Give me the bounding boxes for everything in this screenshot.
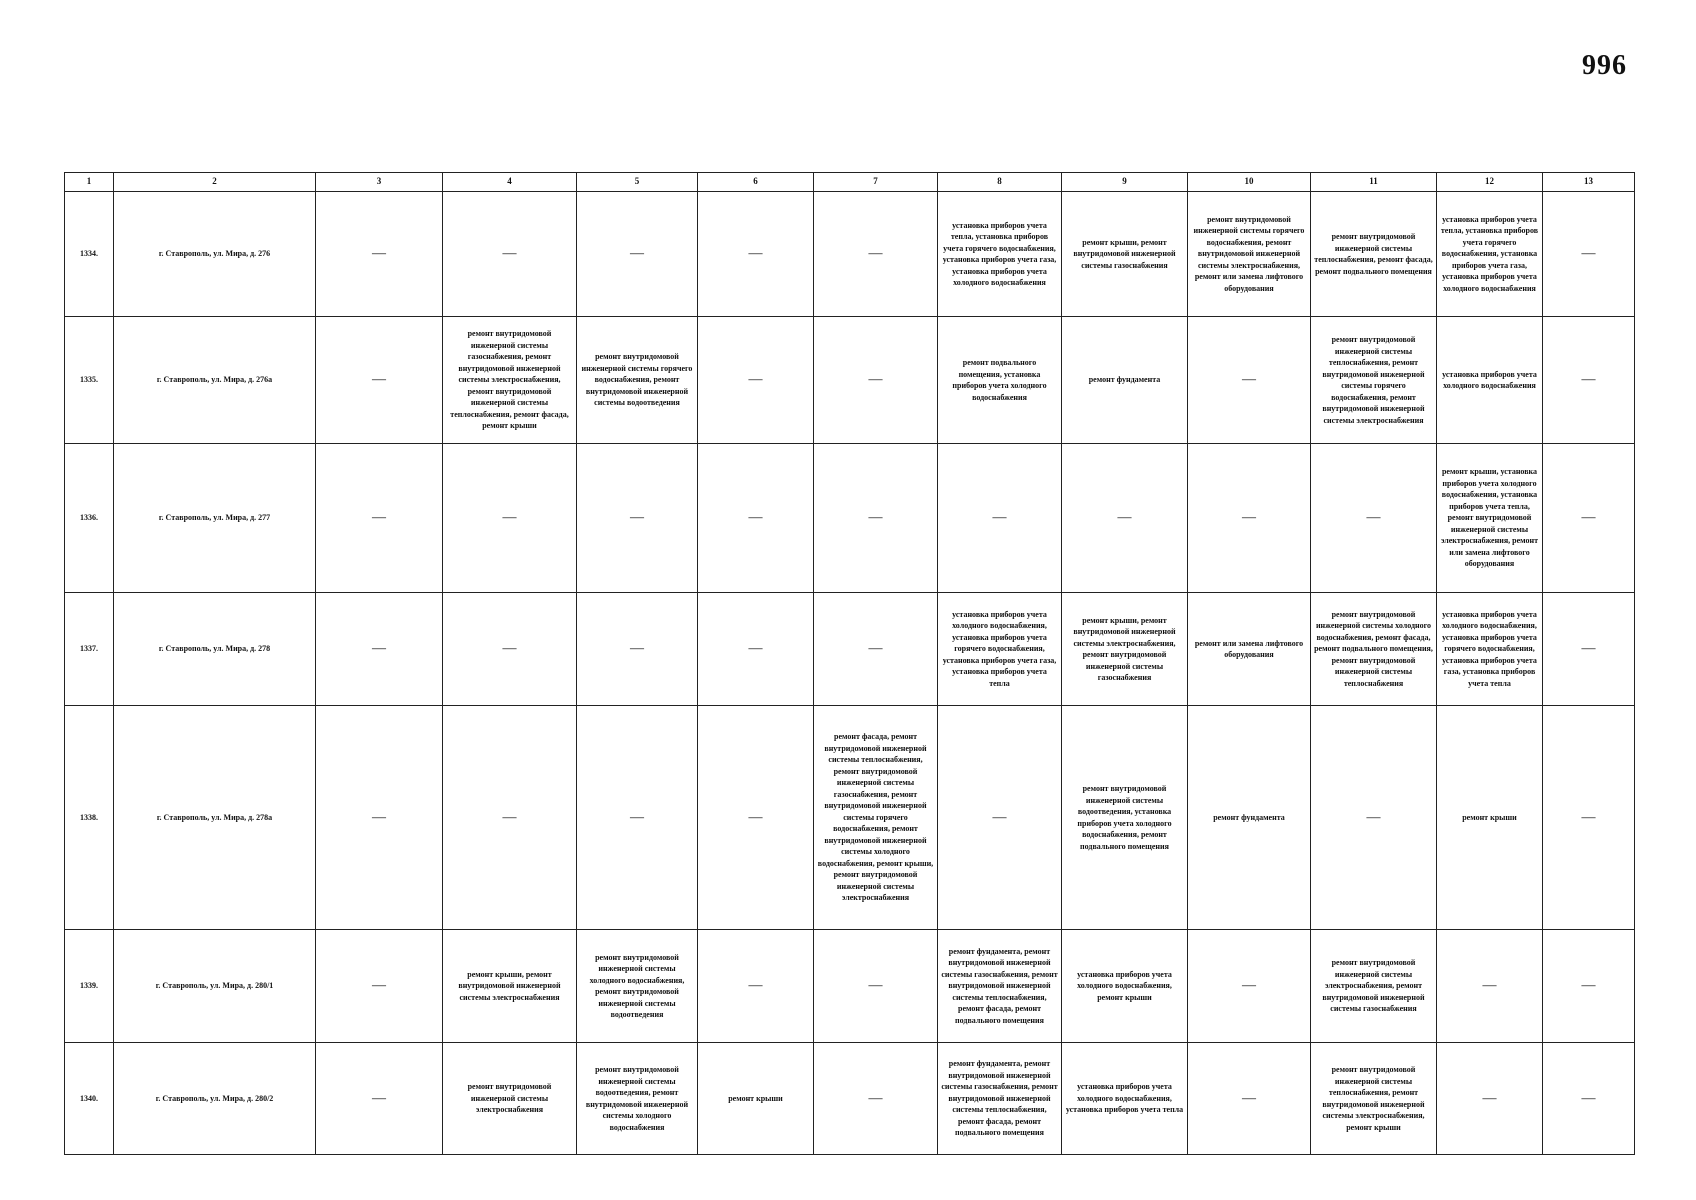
table-cell: — [577, 706, 698, 930]
address-cell: г. Ставрополь, ул. Мира, д. 277 [114, 444, 316, 593]
table-cell: — [1543, 444, 1635, 593]
table-cell: — [316, 930, 443, 1043]
table-cell: установка приборов учета тепла, установка приборов учета горячего водоснабжения, установка приборов учета газа, установка приборов учета холодного водоснабжения [1437, 192, 1543, 317]
row-number: 1336. [65, 444, 114, 593]
row-number: 1335. [65, 317, 114, 444]
table-cell: ремонт внутридомовой инженерной системы теплоснабжения, ремонт внутридомовой инженерной системы электроснабжения, ремонт крыши [1311, 1043, 1437, 1155]
table-cell: — [443, 593, 577, 706]
page-number: 996 [1582, 50, 1627, 81]
row-number: 1338. [65, 706, 114, 930]
table-cell: ремонт фундамента, ремонт внутридомовой инженерной системы газоснабжения, ремонт внутридомовой инженерной системы теплоснабжения, ремонт фасада, ремонт подвального помещения [938, 930, 1062, 1043]
table-row [65, 192, 1635, 317]
table-cell: ремонт внутридомовой инженерной системы горячего водоснабжения, ремонт внутридомовой инженерной системы электроснабжения, ремонт или замена лифтового оборудования [1188, 192, 1311, 317]
address-cell: г. Ставрополь, ул. Мира, д. 276 [114, 192, 316, 317]
table-cell: — [577, 593, 698, 706]
table-cell: — [316, 593, 443, 706]
table-cell: — [1311, 706, 1437, 930]
table-cell: ремонт внутридомовой инженерной системы электроснабжения [443, 1043, 577, 1155]
table-cell: установка приборов учета холодного водоснабжения, установка приборов учета горячего водоснабжения, установка приборов учета газа, установка приборов учета тепла [1437, 593, 1543, 706]
table-cell: — [1543, 192, 1635, 317]
column-header: 2 [114, 173, 316, 192]
column-header: 6 [698, 173, 814, 192]
table-cell: ремонт подвального помещения, установка приборов учета холодного водоснабжения [938, 317, 1062, 444]
table-cell: — [1062, 444, 1188, 593]
table-cell: ремонт внутридомовой инженерной системы водоотведения, установка приборов учета холодного водоснабжения, ремонт подвального помещения [1062, 706, 1188, 930]
table-cell: — [1543, 930, 1635, 1043]
header-row [65, 173, 1635, 192]
table-cell: ремонт внутридомовой инженерной системы водоотведения, ремонт внутридомовой инженерной системы холодного водоснабжения [577, 1043, 698, 1155]
table-cell: — [1543, 317, 1635, 444]
row-number: 1340. [65, 1043, 114, 1155]
table-cell: — [698, 593, 814, 706]
column-header: 12 [1437, 173, 1543, 192]
table-cell: — [698, 444, 814, 593]
table-cell: ремонт внутридомовой инженерной системы холодного водоснабжения, ремонт фасада, ремонт подвального помещения, ремонт внутридомовой инженерной системы теплоснабжения [1311, 593, 1437, 706]
table-cell: — [443, 444, 577, 593]
table-cell: установка приборов учета холодного водоснабжения, установка приборов учета горячего водоснабжения, установка приборов учета газа, установка приборов учета тепла [938, 593, 1062, 706]
table-cell: — [1311, 444, 1437, 593]
table-cell: — [814, 317, 938, 444]
table-cell: — [814, 930, 938, 1043]
table-cell: ремонт фундамента, ремонт внутридомовой инженерной системы газоснабжения, ремонт внутридомовой инженерной системы теплоснабжения, ремонт фасада, ремонт подвального помещения [938, 1043, 1062, 1155]
table-cell: ремонт внутридомовой инженерной системы газоснабжения, ремонт внутридомовой инженерной системы электроснабжения, ремонт внутридомовой инженерной системы теплоснабжения, ремонт фасада, ремонт крыши [443, 317, 577, 444]
table-cell: ремонт крыши, ремонт внутридомовой инженерной системы газоснабжения [1062, 192, 1188, 317]
table-cell: — [577, 444, 698, 593]
column-header: 10 [1188, 173, 1311, 192]
table-cell: ремонт внутридомовой инженерной системы электроснабжения, ремонт внутридомовой инженерной системы газоснабжения [1311, 930, 1437, 1043]
table-cell: ремонт внутридомовой инженерной системы холодного водоснабжения, ремонт внутридомовой инженерной системы водоотведения [577, 930, 698, 1043]
address-cell: г. Ставрополь, ул. Мира, д. 276а [114, 317, 316, 444]
table-cell: — [443, 706, 577, 930]
table-cell: — [698, 930, 814, 1043]
row-number: 1334. [65, 192, 114, 317]
column-header: 13 [1543, 173, 1635, 192]
table-cell: — [1437, 930, 1543, 1043]
table-row [65, 706, 1635, 930]
table-cell: установка приборов учета холодного водоснабжения [1437, 317, 1543, 444]
table-cell: ремонт крыши [698, 1043, 814, 1155]
table-cell: ремонт внутридомовой инженерной системы горячего водоснабжения, ремонт внутридомовой инженерной системы водоотведения [577, 317, 698, 444]
column-header: 3 [316, 173, 443, 192]
row-number: 1337. [65, 593, 114, 706]
table-cell: установка приборов учета холодного водоснабжения, ремонт крыши [1062, 930, 1188, 1043]
address-cell: г. Ставрополь, ул. Мира, д. 278а [114, 706, 316, 930]
table-row [65, 317, 1635, 444]
table-row [65, 1043, 1635, 1155]
table-cell: — [1188, 444, 1311, 593]
table-cell: ремонт фундамента [1062, 317, 1188, 444]
table-cell: ремонт крыши, ремонт внутридомовой инженерной системы электроснабжения, ремонт внутридомовой инженерной системы газоснабжения [1062, 593, 1188, 706]
table-row [65, 593, 1635, 706]
table-cell: ремонт крыши, ремонт внутридомовой инженерной системы электроснабжения [443, 930, 577, 1043]
table-cell: — [1543, 593, 1635, 706]
table-cell: — [1543, 1043, 1635, 1155]
address-cell: г. Ставрополь, ул. Мира, д. 280/1 [114, 930, 316, 1043]
table-cell: — [698, 706, 814, 930]
column-header: 1 [65, 173, 114, 192]
table-cell: — [316, 444, 443, 593]
table-cell: — [316, 192, 443, 317]
table-cell: ремонт внутридомовой инженерной системы теплоснабжения, ремонт фасада, ремонт подвального помещения [1311, 192, 1437, 317]
table-cell: ремонт фундамента [1188, 706, 1311, 930]
column-header: 11 [1311, 173, 1437, 192]
table-cell: — [814, 593, 938, 706]
table-cell: — [1543, 706, 1635, 930]
column-header: 9 [1062, 173, 1188, 192]
table-cell: — [443, 192, 577, 317]
table-cell: ремонт крыши [1437, 706, 1543, 930]
table-cell: — [1188, 1043, 1311, 1155]
table-cell: — [814, 192, 938, 317]
table-cell: установка приборов учета холодного водоснабжения, установка приборов учета тепла [1062, 1043, 1188, 1155]
table-cell: — [698, 317, 814, 444]
table-cell: — [316, 1043, 443, 1155]
column-header: 4 [443, 173, 577, 192]
table-cell: ремонт или замена лифтового оборудования [1188, 593, 1311, 706]
column-header: 7 [814, 173, 938, 192]
table-cell: — [938, 444, 1062, 593]
table-cell: ремонт крыши, установка приборов учета холодного водоснабжения, установка приборов учета тепла, ремонт внутридомовой инженерной системы электроснабжения, ремонт или замена лифтового оборудования [1437, 444, 1543, 593]
column-header: 8 [938, 173, 1062, 192]
row-number: 1339. [65, 930, 114, 1043]
address-cell: г. Ставрополь, ул. Мира, д. 280/2 [114, 1043, 316, 1155]
table-cell: — [698, 192, 814, 317]
address-cell: г. Ставрополь, ул. Мира, д. 278 [114, 593, 316, 706]
table-cell: — [1437, 1043, 1543, 1155]
table-cell: — [1188, 317, 1311, 444]
table-cell: установка приборов учета тепла, установка приборов учета горячего водоснабжения, установка приборов учета газа, установка приборов учета холодного водоснабжения [938, 192, 1062, 317]
table-cell: ремонт фасада, ремонт внутридомовой инженерной системы теплоснабжения, ремонт внутридомовой инженерной системы газоснабжения, ремонт внутридомовой инженерной системы горячего водоснабжения, ремонт внутридомовой инженерной системы холодного водоснабжения, ремонт крыши, ремонт внутридомовой инженерной системы электроснабжения [814, 706, 938, 930]
table-cell: — [316, 317, 443, 444]
table-cell: — [938, 706, 1062, 930]
column-header: 5 [577, 173, 698, 192]
table-cell: — [1188, 930, 1311, 1043]
table-row [65, 444, 1635, 593]
table-cell: — [814, 1043, 938, 1155]
table-row [65, 930, 1635, 1043]
table-cell: — [577, 192, 698, 317]
table-cell: — [814, 444, 938, 593]
table-cell: — [316, 706, 443, 930]
table-cell: ремонт внутридомовой инженерной системы теплоснабжения, ремонт внутридомовой инженерной системы горячего водоснабжения, ремонт внутридомовой инженерной системы электроснабжения [1311, 317, 1437, 444]
repair-schedule-table [64, 172, 1635, 1155]
